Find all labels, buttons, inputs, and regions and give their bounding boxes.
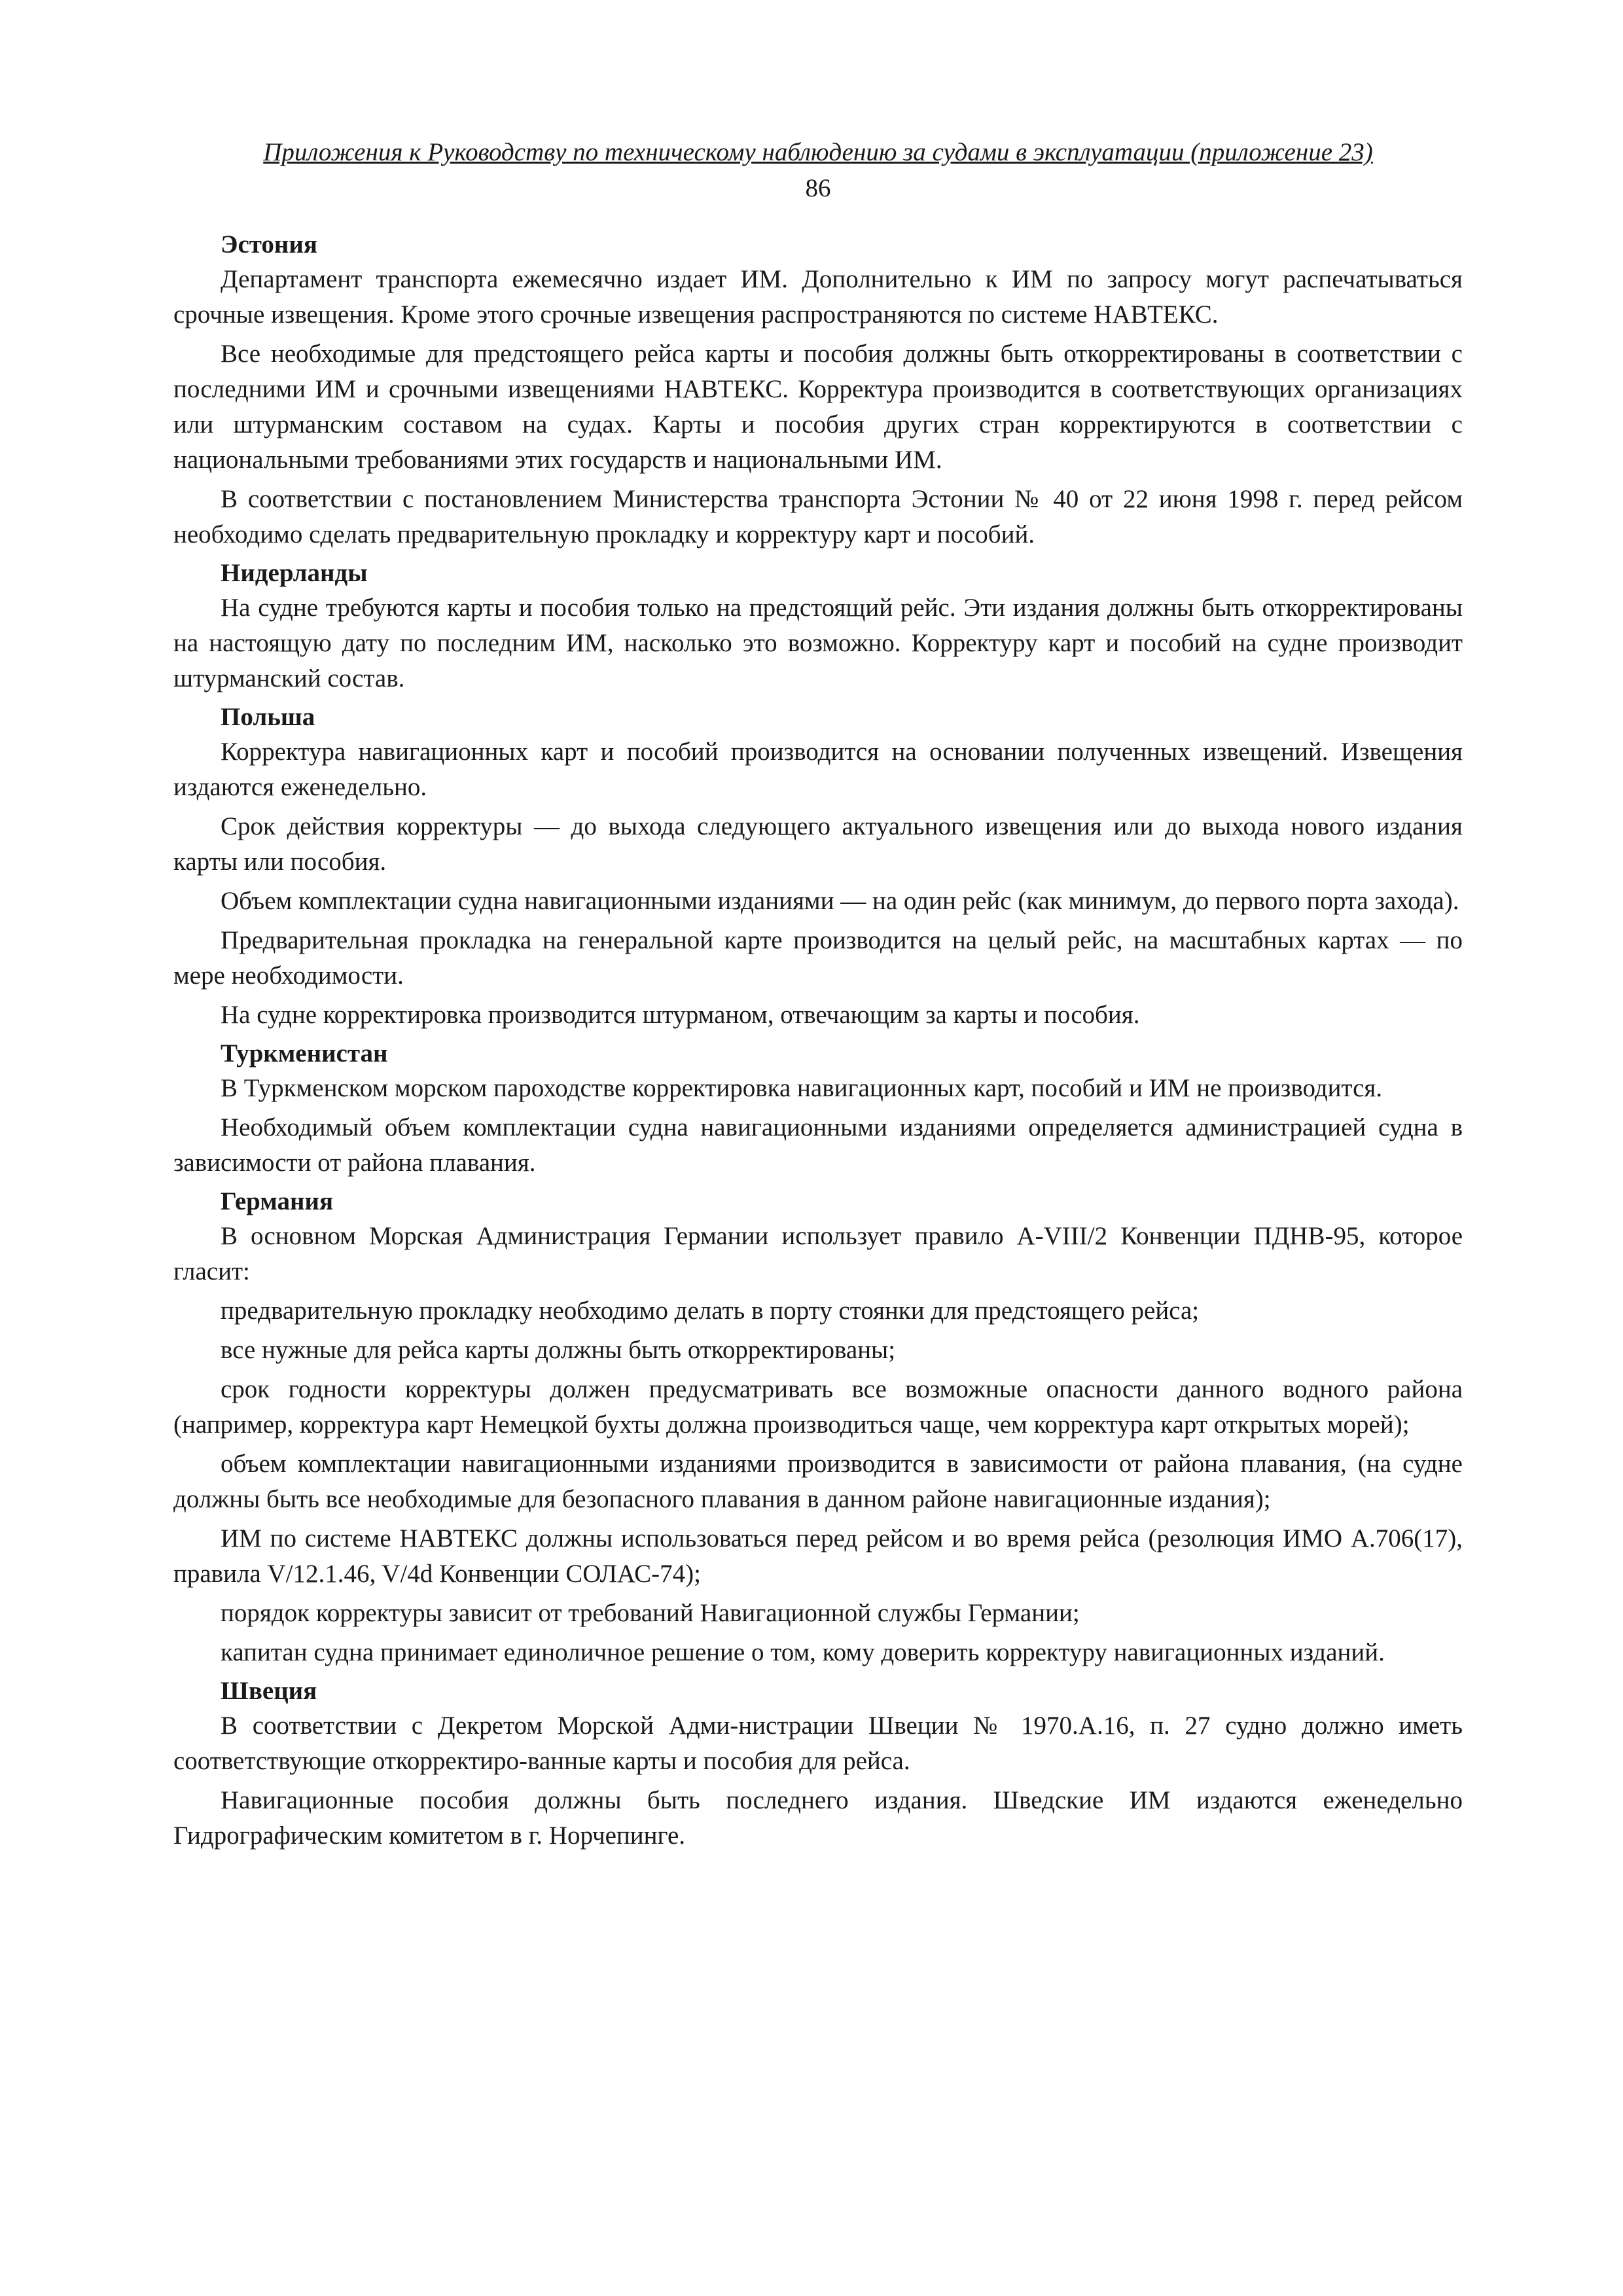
paragraph: Срок действия корректуры — до выхода следующего актуального извещения или до выхода нового издания карты или пособия. <box>173 812 1463 876</box>
paragraph: На судне корректировка производится штурманом, отвечающим за карты и пособия. <box>221 1001 1140 1029</box>
paragraph: В соответствии с Декретом Морской Адми-нистрации Швеции № 1970.A.16, п. 27 судно должно иметь соответствующие откорректиро-ванные карты и пособия для рейса. <box>173 1712 1463 1775</box>
paragraph: все нужные для рейса карты должны быть откорректированы; <box>221 1336 896 1364</box>
paragraph: Все необходимые для предстоящего рейса карты и пособия должны быть откорректированы в соответствии с последними ИМ и срочными извещениями НАВТЕКС. Корректура производится в соответствующих организациях или штурманским составом на судах. Карты и пособия других стран корректируются в соответствии с национальными требованиями этих государств и национальными ИМ. <box>173 340 1463 474</box>
section-poland <box>173 700 1463 1033</box>
section-sweden <box>173 1674 1463 1854</box>
paragraph: Предварительная прокладка на генеральной карте производится на целый рейс, на масштабных картах — по мере необходимости. <box>173 926 1463 990</box>
paragraph: капитан судна принимает единоличное решение о том, кому доверить корректуру навигационных изданий. <box>221 1638 1385 1666</box>
section-estonia <box>173 228 1463 552</box>
paragraph: Навигационные пособия должны быть последнего издания. Шведские ИМ издаются еженедельно Гидрографическим комитетом в г. Норчепинге. <box>173 1786 1463 1850</box>
section-heading: Туркменистан <box>221 1039 388 1067</box>
section-netherlands <box>173 556 1463 696</box>
section-heading: Нидерланды <box>221 559 368 587</box>
paragraph: срок годности корректуры должен предусматривать все возможные опасности данного водного района (например, корректура карт Немецкой бухты должна производиться чаще, чем корректура карт открытых морей); <box>173 1375 1463 1439</box>
paragraph: В соответствии с постановлением Министерства транспорта Эстонии № 40 от 22 июня 1998 г. перед рейсом необходимо сделать предварительную прокладку и корректуру карт и пособий. <box>173 485 1463 548</box>
paragraph: Корректура навигационных карт и пособий производится на основании полученных извещений. Извещения издаются еженедельно. <box>173 738 1463 801</box>
section-heading: Германия <box>221 1187 334 1215</box>
paragraph: В Туркменском морском пароходстве корректировка навигационных карт, пособий и ИМ не производится. <box>221 1074 1383 1102</box>
section-heading: Швеция <box>221 1677 317 1705</box>
running-header: Приложения к Руководству по техническому наблюдению за судами в эксплуатации (приложение 23) <box>263 138 1373 166</box>
paragraph: порядок корректуры зависит от требований Навигационной службы Германии; <box>221 1599 1080 1627</box>
paragraph: объем комплектации навигационными изданиями производится в зависимости от района плавания, (на судне должны быть все необходимые для безопасного плавания в данном районе навигационные издания); <box>173 1450 1463 1513</box>
document-page <box>173 137 1463 1857</box>
paragraph: ИМ по системе НАВТЕКС должны использоваться перед рейсом и во время рейса (резолюция ИМО A.706(17), правила V/12.1.46, V/4d Конвенции СОЛАС-74); <box>173 1524 1463 1588</box>
section-heading: Эстония <box>221 230 317 259</box>
paragraph: Необходимый объем комплектации судна навигационными изданиями определяется администрацией судна в зависимости от района плавания. <box>173 1113 1463 1177</box>
section-germany <box>173 1185 1463 1670</box>
section-heading: Польша <box>221 703 315 731</box>
paragraph: В основном Морская Администрация Германии использует правило A-VIII/2 Конвенции ПДНВ-95, которое гласит: <box>173 1222 1463 1285</box>
paragraph: предварительную прокладку необходимо делать в порту стоянки для предстоящего рейса; <box>221 1297 1200 1325</box>
page-number: 86 <box>805 174 831 202</box>
paragraph: Объем комплектации судна навигационными изданиями — на один рейс (как минимум, до первого порта захода). <box>221 887 1459 915</box>
paragraph: На судне требуются карты и пособия только на предстоящий рейс. Эти издания должны быть откорректированы на настоящую дату по последним ИМ, насколько это возможно. Корректуру карт и пособий на судне производит штурманский состав. <box>173 594 1463 692</box>
section-turkmenistan <box>173 1037 1463 1181</box>
paragraph: Департамент транспорта ежемесячно издает ИМ. Дополнительно к ИМ по запросу могут распечатываться срочные извещения. Кроме этого срочные извещения распространяются по системе НАВТЕКС. <box>173 265 1463 329</box>
